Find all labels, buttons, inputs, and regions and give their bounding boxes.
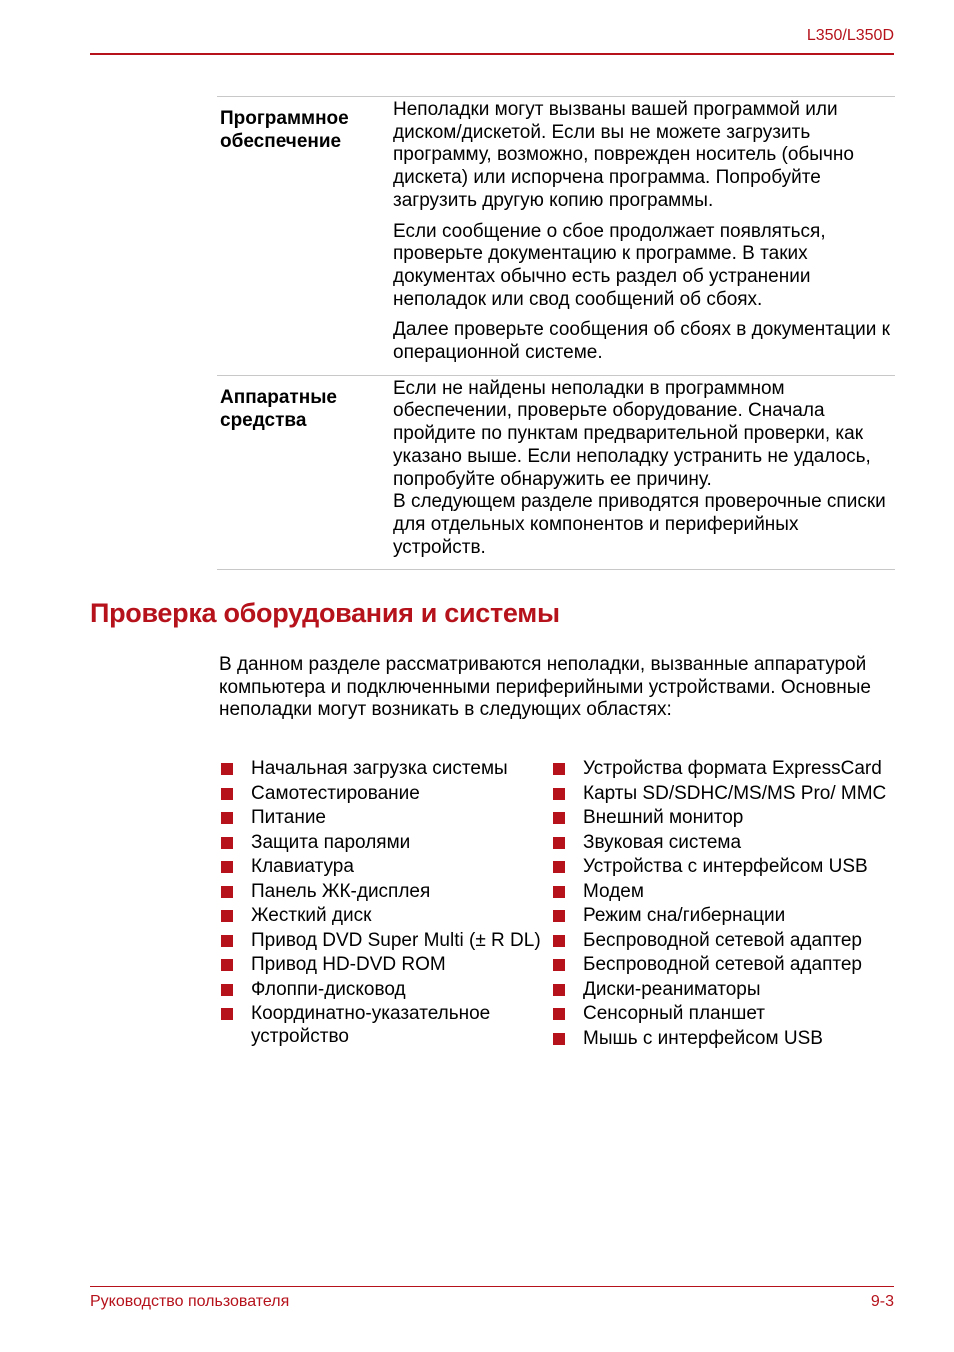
bullet-square-icon [553,812,565,824]
list-item-label: Питание [251,807,326,828]
paragraph: Если сообщение о сбое продолжает появляться, проверьте документацию к программе. В таких документах обычно есть раздел об устранении неполадок или свод сообщений об сбоях. [393,220,826,310]
bullet-square-icon [221,935,233,947]
list-item [553,881,893,904]
header-rule [90,53,894,55]
list-item-label: Модем [583,880,644,902]
list-item [221,881,541,904]
paragraph: Если не найдены неполадки в программном обеспечении, проверьте оборудование. Сначала пройдите по пунктам предварительной проверки, как указано выше. Если неполадку устранить не удалось, попробуйте обнаружить ее причину. [393,377,871,490]
list-item-label: Флоппи-дисковод [251,978,406,1000]
bullet-square-icon [553,886,565,898]
list-item [553,856,893,879]
table-row-hardware [217,376,895,571]
paragraph: Далее проверьте сообщения об сбоях в документации к операционной системе. [393,319,890,364]
list-item-label: Устройства формата ExpressCard [583,758,882,779]
list-item-label: Клавиатура [251,856,354,877]
list-item [553,783,893,806]
section-title: Проверка оборудования и системы [90,598,560,628]
list-item-label: Звуковая система [583,831,742,853]
list-item-label: Карты SD/SDHC/MS/MS Pro/ MMC [583,782,887,804]
bullet-square-icon [221,788,233,800]
troubleshooting-table [217,96,895,570]
list-item [553,1028,893,1051]
list-item [221,856,541,879]
list-item-label: Начальная загрузка системы [251,758,508,779]
list-item-label: Устройства с интерфейсом USB [583,856,868,877]
list-item-label: Защита паролями [251,831,411,853]
list-item-label: Жесткий диск [251,905,372,926]
paragraph: В следующем разделе приводятся проверочные списки для отдельных компонентов и периферийных устройств. [393,491,886,558]
list-item-label: Самотестирование [251,782,420,804]
list-item [221,1003,541,1048]
list-item [221,758,541,781]
list-item-label: Внешний монитор [583,807,744,828]
bullet-square-icon [221,861,233,873]
bullet-square-icon [553,763,565,775]
header-model-name: L350/L350D [806,27,894,44]
bullet-square-icon [553,910,565,922]
bullet-square-icon [553,935,565,947]
table-row-label: Программное обеспечение [220,108,349,152]
bullet-square-icon [553,1033,565,1045]
bullet-square-icon [221,959,233,971]
list-item [553,832,893,855]
list-item-label: Мышь с интерфейсом USB [583,1027,823,1049]
table-row-label: Аппаратные средства [220,386,337,431]
table-row-software [217,97,895,376]
list-item-label: Сенсорный планшет [583,1003,765,1024]
bullet-square-icon [221,910,233,922]
list-item [553,807,893,830]
list-item [553,954,893,977]
list-item-label: Привод DVD Super Multi (± R DL) [251,929,541,951]
list-item [221,954,541,977]
list-item [221,905,541,928]
bullet-square-icon [221,1008,233,1020]
checklist-left [221,758,541,1050]
table-row-description [393,99,895,365]
paragraph: Неполадки могут вызваны вашей программой или диском/дискетой. Если вы не можете загрузить программу, возможно, поврежден носитель (обычно дискета) или испорчена программа. Попробуйте загрузить другую копию программы. [393,99,854,211]
list-item-label: Беспроводной сетевой адаптер [583,929,862,951]
list-item-label: Панель ЖК-дисплея [251,880,431,902]
list-item-label: Привод HD-DVD ROM [251,954,446,975]
list-item [553,1003,893,1026]
bullet-square-icon [553,984,565,996]
bullet-square-icon [553,959,565,971]
bullet-square-icon [221,886,233,898]
bullet-square-icon [553,1008,565,1020]
bullet-square-icon [221,763,233,775]
list-item-label: Координатно-указательное устройство [251,1003,491,1047]
list-item [221,930,541,953]
section-intro: В данном разделе рассматриваются неполадки, вызванные аппаратурой компьютера и подключенными периферийными устройствами. Основные неполадки могут возникать в следующих областях: [219,654,871,721]
checklist-right [553,758,893,1052]
list-item [553,758,893,781]
list-item-label: Режим сна/гибернации [583,905,786,926]
list-item-label: Беспроводной сетевой адаптер [583,954,862,975]
bullet-square-icon [221,984,233,996]
footer-page-number: 9-3 [870,1293,894,1310]
list-item [553,905,893,928]
bullet-square-icon [553,788,565,800]
footer-rule [90,1286,894,1287]
list-item [553,979,893,1002]
list-item-label: Диски-реаниматоры [583,978,761,1000]
table-row-description [393,378,895,560]
list-item [221,832,541,855]
footer-manual-title: Руководство пользователя [90,1293,290,1310]
list-item [221,807,541,830]
list-item [221,979,541,1002]
bullet-square-icon [553,837,565,849]
list-item [221,783,541,806]
list-item [553,930,893,953]
bullet-square-icon [221,837,233,849]
bullet-square-icon [553,861,565,873]
bullet-square-icon [221,812,233,824]
